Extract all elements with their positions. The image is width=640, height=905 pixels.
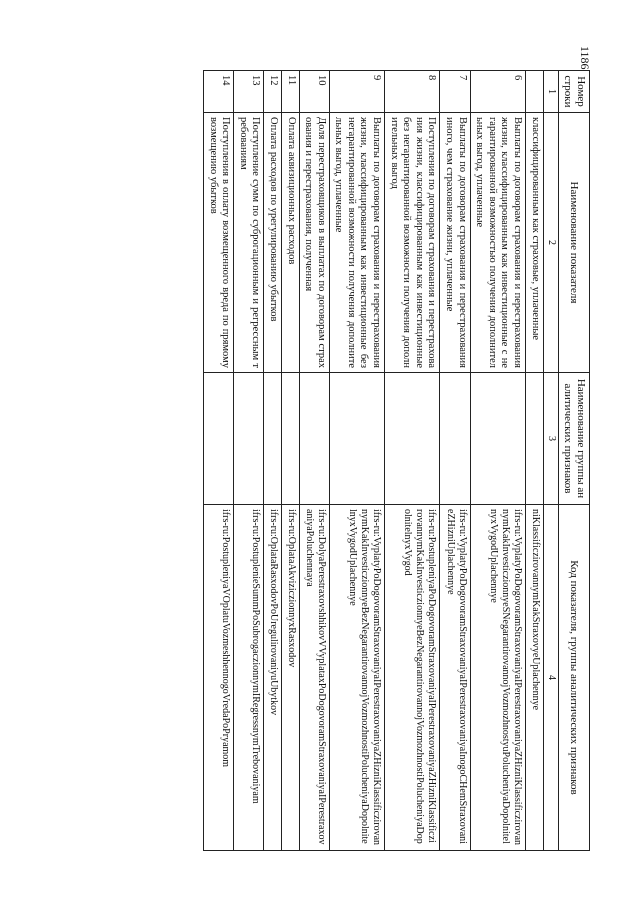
table-row bbox=[385, 71, 440, 851]
group-name bbox=[329, 373, 384, 505]
indicator-name: Выплаты по договорам страхования и перестрахования иного, чем страхование жизни, уплаченные bbox=[440, 113, 470, 373]
indicator-name: Поступление сумм по суброгационным и регрессным требованиям bbox=[234, 113, 264, 373]
group-name bbox=[440, 373, 470, 505]
group-name bbox=[526, 373, 544, 505]
header-group-name: Наименование группы аналитических признаков bbox=[558, 373, 589, 505]
indicator-name: Поступления в оплату возмещенного вреда по прямому возмещению убытков bbox=[203, 113, 233, 373]
indicator-name: Выплаты по договорам страхования и перестрахования жизни, классифицированным как инвестиционные без негарантированной возможности получения дополнительных выгод, уплаченные bbox=[329, 113, 384, 373]
indicator-code bbox=[470, 505, 525, 851]
header-row-number: Номер строки bbox=[558, 71, 589, 113]
header-row bbox=[558, 71, 589, 851]
row-number: 11 bbox=[281, 71, 299, 113]
group-name bbox=[264, 373, 282, 505]
code-line: ifrs-ru:DolyaPerestraxovshhikovVVyplataxPoDogovoramStraxovaniyaIPerestraxovaniyaPoluchennaya bbox=[303, 509, 327, 845]
table-row bbox=[526, 71, 544, 851]
page-number: 1186 bbox=[578, 46, 592, 70]
column-number: 2 bbox=[543, 113, 558, 373]
indicator-name: Оплата расходов по урегулированию убытков bbox=[264, 113, 282, 373]
indicator-code bbox=[299, 505, 329, 851]
table-row bbox=[299, 71, 329, 851]
group-name bbox=[299, 373, 329, 505]
indicator-name: Доля перестраховщиков в выплатах по договорам страхования и перестрахования, полученная bbox=[299, 113, 329, 373]
group-name bbox=[281, 373, 299, 505]
indicator-code bbox=[264, 505, 282, 851]
indicator-name: классифицированным как страховые, уплаченные bbox=[526, 113, 544, 373]
column-number-row bbox=[543, 71, 558, 851]
header-code: Код показателя, группы аналитических признаков bbox=[558, 505, 589, 851]
indicator-code bbox=[440, 505, 470, 851]
indicator-table bbox=[203, 70, 590, 851]
header-indicator-name: Наименование показателя bbox=[558, 113, 589, 373]
group-name bbox=[470, 373, 525, 505]
group-name bbox=[385, 373, 440, 505]
indicator-code bbox=[234, 505, 264, 851]
indicator-name: Поступления по договорам страхования и перестрахования жизни, классифицированным как инвестиционные без негарантированной возможности получения дополнительных выгод bbox=[385, 113, 440, 373]
table-row bbox=[264, 71, 282, 851]
row-number: 9 bbox=[329, 71, 384, 113]
indicator-code bbox=[281, 505, 299, 851]
code-line: ifrs-ru:PostuplenieSummPoSubrogaczionnymIRegressnymTrebovaniyam bbox=[250, 509, 262, 804]
row-number bbox=[526, 71, 544, 113]
rotated-table-container bbox=[120, 70, 590, 850]
indicator-code bbox=[203, 505, 233, 851]
table-row bbox=[203, 71, 233, 851]
table-row bbox=[234, 71, 264, 851]
row-number: 7 bbox=[440, 71, 470, 113]
row-number: 8 bbox=[385, 71, 440, 113]
table-row bbox=[440, 71, 470, 851]
column-number: 3 bbox=[543, 373, 558, 505]
table-row bbox=[470, 71, 525, 851]
table-body bbox=[203, 71, 543, 851]
code-line: ifrs-ru:OplataRasxodovPoUregulirovaniyuUbytkov bbox=[267, 509, 279, 716]
code-line: ifrs-ru:VyplatyPoDogovoramStraxovaniyaIPerestraxovaniyaZHizniKlassificzirovannymKakInvesticzionnyeBezNegarantirovannojVozmozhnostiPolucheniyaDopolnitelnyxVygodUplachennye bbox=[347, 509, 383, 846]
code-line: ifrs-ru:VyplatyPoDogovoramStraxovaniyaIPerestraxovaniyaZHizniKlassificzirovannymKakInvesticzionnyeSNegarantirovannojVozmozhnostyuPolucheniyaDopolnitelnyxVygodUplachennye bbox=[488, 509, 524, 846]
indicator-code bbox=[385, 505, 440, 851]
indicator-code bbox=[329, 505, 384, 851]
group-name bbox=[234, 373, 264, 505]
indicator-name: Выплаты по договорам страхования и перестрахования жизни, классифицированным как инвестиционные с негарантированной возможностью получения дополнительных выгод, уплаченные bbox=[470, 113, 525, 373]
code-line: ifrs-ru:VyplatyPoDogovoramStraxovaniyaIPerestraxovaniyaInogoCHemStraxovanieZHizniUplachennye bbox=[444, 509, 468, 844]
indicator-name: Оплата аквизиционных расходов bbox=[281, 113, 299, 373]
table-row bbox=[329, 71, 384, 851]
indicator-code bbox=[526, 505, 544, 851]
code-line: ifrs-ru:OplataAkviziczionnyxRasxodov bbox=[285, 509, 297, 668]
row-number: 10 bbox=[299, 71, 329, 113]
column-number: 4 bbox=[543, 505, 558, 851]
code-line: niKlassificzirovannymKakStraxovyeUplachennye bbox=[529, 509, 541, 711]
column-number: 1 bbox=[543, 71, 558, 113]
table-row bbox=[281, 71, 299, 851]
row-number: 14 bbox=[203, 71, 233, 113]
code-line: ifrs-ru:PostupleniyaPoDogovoramStraxovaniyaIPerestraxovaniyaZHizniKlassificzirovannymKakInvesticzionnyeBezNegarantirovannojVozmozhnostiPolucheniyaDopolnitelnyxVygod bbox=[402, 509, 438, 844]
row-number: 6 bbox=[470, 71, 525, 113]
row-number: 12 bbox=[264, 71, 282, 113]
code-line: ifrs-ru:PostupleniyaVOplatuVozmeshhennogoVredaPoPryamom bbox=[220, 509, 232, 768]
row-number: 13 bbox=[234, 71, 264, 113]
group-name bbox=[203, 373, 233, 505]
